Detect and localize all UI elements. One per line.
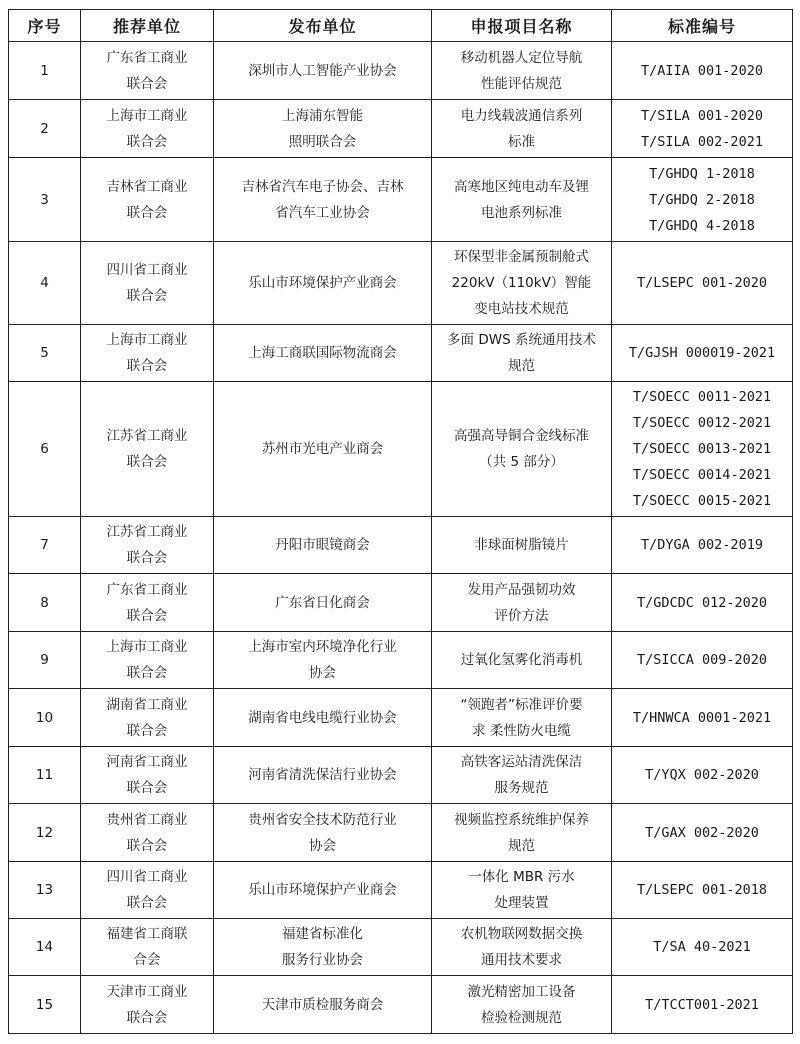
recommending-unit-cell: [81, 689, 214, 747]
project-name-cell: [432, 574, 612, 632]
standard-code-cell-line: T/SOECC 0011-2021: [632, 389, 772, 405]
recommending-unit-cell-line: 福建省工商联: [106, 926, 188, 942]
publishing-unit-cell-line: 上海工商联国际物流商会: [248, 345, 397, 361]
recommending-unit-cell-line: 广东省工商业: [106, 581, 188, 598]
publishing-unit-cell-line: 贵州省安全技术防范行业: [248, 811, 397, 828]
table-header-row: [9, 10, 793, 42]
standard-code-cell: [612, 382, 793, 517]
standard-code-cell-line: T/SICCA 009-2020: [636, 652, 768, 668]
publishing-unit-cell-line: 深圳市人工智能产业协会: [248, 62, 397, 79]
project-name-cell: [432, 158, 612, 242]
standard-code-cell-line: T/GJSH 000019-2021: [628, 345, 776, 361]
serial-number-cell: 6: [9, 382, 81, 517]
serial-number-cell: 15: [9, 976, 81, 1034]
project-name-cell-line: 标准: [508, 133, 535, 150]
project-name-cell: [432, 100, 612, 158]
header-recommending-unit: 推荐单位: [81, 10, 214, 42]
table-row: [9, 382, 793, 517]
recommending-unit-cell-line: 河南省工商业: [106, 754, 188, 770]
standard-code-cell-line: T/GHDQ 2-2018: [649, 191, 755, 208]
recommending-unit-cell: [81, 976, 214, 1034]
project-name-cell-line: 农机物联网数据交换: [460, 926, 583, 942]
recommending-unit-cell: [81, 517, 214, 574]
recommending-unit-cell-line: 联合会: [126, 837, 168, 854]
serial-number-cell: 5: [9, 325, 81, 382]
project-name-cell: [432, 242, 612, 325]
serial-number-cell: 7: [9, 517, 81, 574]
publishing-unit-cell: [214, 747, 432, 804]
publishing-unit-cell: [214, 919, 432, 976]
publishing-unit-cell: [214, 158, 432, 242]
project-name-cell-line: 电池系列标准: [481, 204, 562, 221]
project-name-cell-line: 移动机器人定位导航: [460, 49, 583, 66]
serial-number-cell: 8: [9, 574, 81, 632]
project-name-cell-line: “领跑者”标准评价要: [460, 696, 583, 713]
standard-code-cell-line: T/HNWCA 0001-2021: [632, 709, 772, 726]
publishing-unit-cell-line: 乐山市环境保护产业商会: [248, 275, 397, 291]
serial-number-cell: 1: [9, 42, 81, 100]
project-name-cell: [432, 804, 612, 862]
project-name-cell: [432, 919, 612, 976]
recommending-unit-cell-line: 联合会: [126, 607, 168, 624]
recommending-unit-cell-line: 吉林省工商业: [106, 178, 188, 195]
project-name-cell-line: （共 5 部分）: [479, 454, 564, 470]
table-body: [9, 42, 793, 1034]
recommending-unit-cell: [81, 325, 214, 382]
standard-code-cell-line: T/YQX 002-2020: [645, 767, 759, 783]
recommending-unit-cell: [81, 919, 214, 976]
recommending-unit-cell-line: 联合会: [126, 722, 168, 739]
project-name-cell-line: 激光精密加工设备: [467, 983, 576, 1000]
project-name-cell-line: 规范: [508, 837, 535, 854]
standard-code-cell: [612, 689, 793, 747]
publishing-unit-cell-line: 上海市室内环境净化行业: [248, 639, 397, 655]
project-name-cell: [432, 42, 612, 100]
serial-number-cell: 12: [9, 804, 81, 862]
standard-code-cell-line: T/LSEPC 001-2020: [636, 275, 768, 291]
project-name-cell-line: 评价方法: [494, 607, 549, 624]
publishing-unit-cell: [214, 862, 432, 919]
project-name-cell-line: 220kV（110kV）智能: [451, 275, 592, 291]
standard-code-cell: [612, 919, 793, 976]
standard-code-cell-line: T/GDCDC 012-2020: [636, 594, 768, 611]
project-name-cell-line: 高铁客运站清洗保洁: [460, 754, 583, 770]
recommending-unit-cell-line: 联合会: [126, 204, 168, 221]
standard-code-cell: [612, 100, 793, 158]
recommending-unit-cell-line: 天津市工商业: [106, 983, 188, 1000]
recommending-unit-cell: [81, 100, 214, 158]
standard-code-cell: [612, 632, 793, 689]
serial-number-cell: 4: [9, 242, 81, 325]
recommending-unit-cell-line: 广东省工商业: [106, 49, 188, 66]
project-name-cell-line: 规范: [508, 358, 535, 374]
standard-code-cell: [612, 158, 793, 242]
project-name-cell-line: 高强高导铜合金线标准: [454, 428, 589, 444]
recommending-unit-cell-line: 联合会: [126, 75, 168, 92]
standards-table: [8, 9, 793, 1034]
publishing-unit-cell-line: 协会: [309, 837, 336, 854]
table-row: [9, 158, 793, 242]
publishing-unit-cell: [214, 242, 432, 325]
recommending-unit-cell-line: 联合会: [126, 358, 168, 374]
publishing-unit-cell-line: 照明联合会: [288, 133, 357, 150]
standard-code-cell-line: T/GHDQ 1-2018: [649, 165, 755, 182]
table-row: [9, 862, 793, 919]
recommending-unit-cell: [81, 574, 214, 632]
table-row: [9, 804, 793, 862]
recommending-unit-cell: [81, 382, 214, 517]
publishing-unit-cell: [214, 976, 432, 1034]
project-name-cell: [432, 747, 612, 804]
serial-number-cell: 10: [9, 689, 81, 747]
table-row: [9, 632, 793, 689]
standard-code-cell: [612, 42, 793, 100]
project-name-cell-line: 通用技术要求: [481, 952, 562, 968]
recommending-unit-cell-line: 四川省工商业: [106, 869, 188, 885]
recommending-unit-cell-line: 江苏省工商业: [106, 524, 188, 540]
recommending-unit-cell-line: 联合会: [126, 288, 168, 304]
standard-code-cell: [612, 804, 793, 862]
recommending-unit-cell-line: 四川省工商业: [106, 262, 188, 278]
recommending-unit-cell-line: 联合会: [126, 665, 168, 681]
table-row: [9, 919, 793, 976]
table-row: [9, 325, 793, 382]
table-row: [9, 42, 793, 100]
standard-code-cell-line: T/AIIA 001-2020: [641, 62, 763, 79]
publishing-unit-cell-line: 丹阳市眼镜商会: [275, 537, 370, 553]
standard-code-cell-line: T/SOECC 0013-2021: [632, 441, 772, 457]
project-name-cell: [432, 862, 612, 919]
publishing-unit-cell: [214, 517, 432, 574]
publishing-unit-cell-line: 协会: [309, 665, 336, 681]
publishing-unit-cell: [214, 804, 432, 862]
recommending-unit-cell: [81, 158, 214, 242]
standard-code-cell-line: T/SILA 002-2021: [641, 133, 763, 150]
publishing-unit-cell-line: 湖南省电线电缆行业协会: [248, 709, 397, 726]
standard-code-cell-line: T/TCCT001-2021: [645, 996, 759, 1013]
project-name-cell: [432, 976, 612, 1034]
publishing-unit-cell-line: 乐山市环境保护产业商会: [248, 882, 397, 898]
standard-code-cell: [612, 517, 793, 574]
publishing-unit-cell: [214, 325, 432, 382]
project-name-cell-line: 一体化 MBR 污水: [468, 869, 575, 885]
project-name-cell-line: 高寒地区纯电动车及锂: [454, 178, 589, 195]
standard-code-cell: [612, 976, 793, 1034]
serial-number-cell: 3: [9, 158, 81, 242]
standard-code-cell-line: T/GHDQ 4-2018: [649, 217, 755, 234]
recommending-unit-cell: [81, 747, 214, 804]
publishing-unit-cell-line: 苏州市光电产业商会: [261, 441, 384, 457]
recommending-unit-cell-line: 湖南省工商业: [106, 696, 188, 713]
project-name-cell-line: 检验检测规范: [481, 1009, 562, 1026]
publishing-unit-cell-line: 福建省标准化: [282, 926, 363, 942]
table-row: [9, 976, 793, 1034]
standard-code-cell-line: T/SOECC 0012-2021: [632, 415, 772, 431]
recommending-unit-cell: [81, 42, 214, 100]
recommending-unit-cell-line: 联合会: [126, 1009, 168, 1026]
publishing-unit-cell-line: 服务行业协会: [282, 952, 363, 968]
publishing-unit-cell-line: 上海浦东智能: [282, 107, 363, 124]
standard-code-cell: [612, 862, 793, 919]
project-name-cell: [432, 632, 612, 689]
standard-code-cell-line: T/SILA 001-2020: [641, 107, 763, 124]
standard-code-cell-line: T/SOECC 0014-2021: [632, 467, 772, 483]
publishing-unit-cell-line: 河南省清洗保洁行业协会: [248, 767, 397, 783]
publishing-unit-cell: [214, 689, 432, 747]
serial-number-cell: 13: [9, 862, 81, 919]
project-name-cell-line: 环保型非金属预制舱式: [454, 249, 589, 265]
project-name-cell-line: 性能评估规范: [481, 75, 562, 92]
recommending-unit-cell-line: 联合会: [126, 550, 168, 566]
project-name-cell-line: 非球面树脂镜片: [474, 537, 569, 553]
recommending-unit-cell-line: 联合会: [126, 895, 168, 911]
standard-code-cell: [612, 574, 793, 632]
header-serial-number: 序号: [9, 10, 81, 42]
standard-code-cell-line: T/LSEPC 001-2018: [636, 882, 768, 898]
serial-number-cell: 9: [9, 632, 81, 689]
recommending-unit-cell-line: 贵州省工商业: [106, 811, 188, 828]
recommending-unit-cell-line: 联合会: [126, 780, 168, 796]
header-standard-code: 标准编号: [612, 10, 793, 42]
project-name-cell: [432, 517, 612, 574]
standard-code-cell: [612, 325, 793, 382]
project-name-cell-line: 求 柔性防火电缆: [472, 722, 571, 739]
publishing-unit-cell-line: 广东省日化商会: [275, 594, 370, 611]
table-row: [9, 747, 793, 804]
table-row: [9, 242, 793, 325]
recommending-unit-cell: [81, 632, 214, 689]
publishing-unit-cell: [214, 42, 432, 100]
recommending-unit-cell-line: 联合会: [126, 133, 168, 150]
standard-code-cell-line: T/DYGA 002-2019: [641, 537, 763, 553]
project-name-cell-line: 多面 DWS 系统通用技术: [447, 332, 596, 348]
project-name-cell: [432, 325, 612, 382]
project-name-cell-line: 变电站技术规范: [474, 301, 569, 317]
project-name-cell-line: 服务规范: [494, 780, 549, 796]
serial-number-cell: 11: [9, 747, 81, 804]
project-name-cell-line: 电力线载波通信系列: [460, 107, 583, 124]
serial-number-cell: 2: [9, 100, 81, 158]
publishing-unit-cell-line: 省汽车工业协会: [275, 204, 370, 221]
recommending-unit-cell-line: 合会: [133, 952, 161, 968]
recommending-unit-cell-line: 上海市工商业: [106, 639, 188, 655]
publishing-unit-cell: [214, 632, 432, 689]
publishing-unit-cell-line: 天津市质检服务商会: [261, 996, 384, 1013]
project-name-cell-line: 处理装置: [494, 895, 549, 911]
table-row: [9, 689, 793, 747]
table-row: [9, 100, 793, 158]
recommending-unit-cell-line: 联合会: [126, 454, 168, 470]
recommending-unit-cell: [81, 804, 214, 862]
standard-code-cell: [612, 747, 793, 804]
recommending-unit-cell-line: 江苏省工商业: [106, 428, 188, 444]
recommending-unit-cell: [81, 862, 214, 919]
publishing-unit-cell: [214, 100, 432, 158]
standard-code-cell-line: T/SA 40-2021: [653, 939, 751, 955]
project-name-cell: [432, 689, 612, 747]
publishing-unit-cell: [214, 574, 432, 632]
project-name-cell-line: 发用产品强韧功效: [467, 581, 576, 598]
project-name-cell-line: 过氧化氢雾化消毒机: [460, 652, 583, 668]
publishing-unit-cell-line: 吉林省汽车电子协会、吉林: [241, 178, 404, 195]
recommending-unit-cell-line: 上海市工商业: [106, 107, 188, 124]
table-row: [9, 574, 793, 632]
project-name-cell-line: 视频监控系统维护保养: [454, 811, 589, 828]
recommending-unit-cell: [81, 242, 214, 325]
serial-number-cell: 14: [9, 919, 81, 976]
header-project-name: 申报项目名称: [432, 10, 612, 42]
project-name-cell: [432, 382, 612, 517]
standard-code-cell-line: T/SOECC 0015-2021: [632, 493, 772, 509]
standard-code-cell: [612, 242, 793, 325]
publishing-unit-cell: [214, 382, 432, 517]
recommending-unit-cell-line: 上海市工商业: [106, 332, 188, 348]
standard-code-cell-line: T/GAX 002-2020: [645, 824, 759, 841]
table-row: [9, 517, 793, 574]
header-publishing-unit: 发布单位: [214, 10, 432, 42]
